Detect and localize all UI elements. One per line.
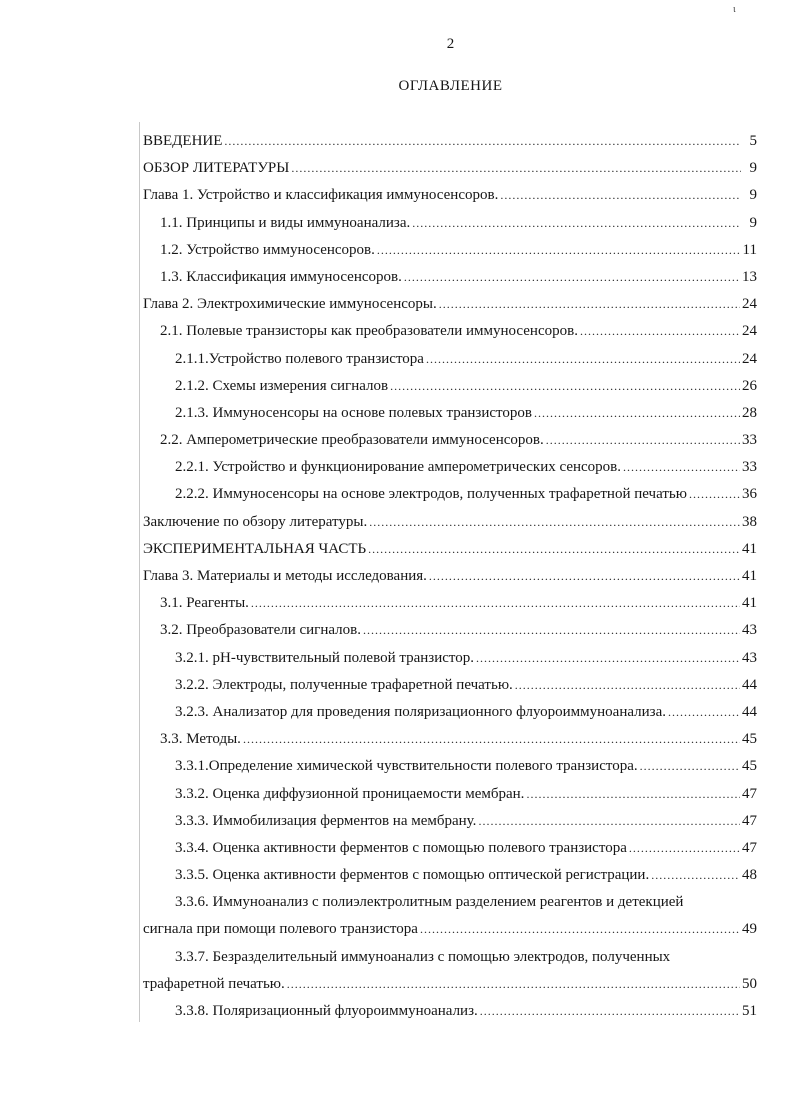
toc-entry-page: 41 <box>742 595 757 612</box>
toc-dot-leader <box>476 645 740 672</box>
toc-entry-label: 3.2.2. Электроды, полученные трафаретной печатью. <box>175 676 513 693</box>
toc-dot-leader <box>377 237 741 264</box>
toc-dot-leader <box>224 128 741 155</box>
toc-entry-label: 2.2.1. Устройство и функционирование амперометрических сенсоров. <box>175 459 622 476</box>
toc-dot-leader <box>369 509 740 536</box>
toc-entry[interactable] <box>143 645 757 672</box>
toc-entry[interactable] <box>143 808 757 835</box>
toc-dot-leader <box>480 998 740 1025</box>
toc-entry-page: 9 <box>749 214 757 231</box>
toc-entry-page: 9 <box>749 160 757 177</box>
toc-entry[interactable] <box>143 128 757 155</box>
toc-entry-page: 36 <box>742 486 757 503</box>
toc-entry-wrapped[interactable] <box>143 889 757 943</box>
toc-entry-label: 3.3.5. Оценка активности ферментов с помощью оптической регистрации. <box>175 867 650 884</box>
toc-dot-leader <box>439 291 740 318</box>
toc-entry-label: Глава 2. Электрохимические иммуносенсоры. <box>143 296 437 313</box>
toc-entry[interactable] <box>143 509 757 536</box>
toc-entry-page: 47 <box>742 785 757 802</box>
toc-dot-leader <box>689 481 740 508</box>
toc-entry-page: 45 <box>742 731 757 748</box>
toc-entry-label: 3.2.1. pH-чувствительный полевой транзистор. <box>175 649 474 666</box>
scan-artifact: ι <box>733 4 736 15</box>
toc-entry-label: 1.3. Классификация иммуносенсоров. <box>160 268 402 285</box>
toc-entry-page: 47 <box>742 812 757 829</box>
toc-entry-page: 26 <box>742 377 757 394</box>
toc-entry-page: 24 <box>742 296 757 313</box>
toc-entry-page: 48 <box>742 867 757 884</box>
toc-entry-label: 1.1. Принципы и виды иммуноанализа. <box>160 214 411 231</box>
toc-entry-page: 44 <box>742 676 757 693</box>
toc-entry-label: 2.2.2. Иммуносенсоры на основе электродов, полученных трафаретной печатью <box>175 486 687 503</box>
toc-entry[interactable] <box>143 318 757 345</box>
toc-dot-leader <box>426 346 740 373</box>
toc-entry-label: Глава 1. Устройство и классификация иммуносенсоров. <box>143 187 499 204</box>
toc-entry-label: 2.1.2. Схемы измерения сигналов <box>175 377 389 394</box>
toc-entry[interactable] <box>143 617 757 644</box>
toc-entry-page: 49 <box>742 921 757 938</box>
toc-entry-label-continued: сигнала при помощи полевого транзистора <box>143 921 418 938</box>
page-number: 2 <box>446 36 455 52</box>
toc-dot-leader <box>629 835 740 862</box>
toc-dot-leader <box>534 400 740 427</box>
toc-entry-wrapped[interactable] <box>143 944 757 998</box>
toc-entry[interactable] <box>143 481 757 508</box>
toc-entry-label: 3.1. Реагенты. <box>160 595 249 612</box>
toc-entry-page: 33 <box>742 432 757 449</box>
toc-dot-leader <box>623 454 740 481</box>
toc-entry[interactable] <box>143 237 757 264</box>
toc-entry-page: 38 <box>742 513 757 530</box>
toc-entry-label: 3.3.8. Поляризационный флуороиммуноанализ. <box>175 1003 478 1020</box>
toc-entry-label: ОБЗОР ЛИТЕРАТУРЫ <box>143 160 290 177</box>
toc-entry-label: 3.3. Методы. <box>160 731 241 748</box>
toc-entry-label: ВВЕДЕНИЕ <box>143 133 223 149</box>
toc-entry[interactable] <box>143 291 757 318</box>
toc-entry-page: 11 <box>742 241 757 258</box>
toc-entry-page: 13 <box>742 268 757 285</box>
toc-dot-leader <box>580 318 740 345</box>
toc-entry[interactable] <box>143 726 757 753</box>
toc-entry[interactable] <box>143 590 757 617</box>
toc-entry-label: Заключение по обзору литературы. <box>143 513 368 530</box>
toc-entry[interactable] <box>143 373 757 400</box>
toc-entry-label: 3.2.3. Анализатор для проведения поляризационного флуороиммуноанализа. <box>175 703 666 720</box>
toc-entry[interactable] <box>143 427 757 454</box>
toc-entry-label: 3.3.2. Оценка диффузионной проницаемости мембран. <box>175 785 525 802</box>
toc-entry[interactable] <box>143 264 757 291</box>
toc-entry[interactable] <box>143 346 757 373</box>
toc-dot-leader <box>526 781 740 808</box>
toc-entry[interactable] <box>143 699 757 726</box>
toc-entry-page: 33 <box>742 459 757 476</box>
toc-entry-label: 3.3.3. Иммобилизация ферментов на мембрану. <box>175 812 477 829</box>
toc-entry-label: 3.3.7. Безразделительный иммуноанализ с помощью электродов, полученных <box>175 948 671 965</box>
toc-dot-leader <box>251 590 740 617</box>
toc-dot-leader <box>390 373 740 400</box>
toc-dot-leader <box>515 672 740 699</box>
toc-entry-label-continued: трафаретной печатью. <box>143 975 285 992</box>
toc-entry-page: 51 <box>742 1003 757 1020</box>
toc-entry-page: 9 <box>749 187 757 204</box>
toc-entry[interactable] <box>143 400 757 427</box>
toc-dot-leader <box>429 563 740 590</box>
toc-entry-label: 2.1. Полевые транзисторы как преобразователи иммуносенсоров. <box>160 323 578 340</box>
toc-entry[interactable] <box>143 753 757 780</box>
toc-entry-page: 28 <box>742 404 757 421</box>
toc-entry-page: 43 <box>742 622 757 639</box>
toc-entry-page: 43 <box>742 649 757 666</box>
toc-entry-label: ЭКСПЕРИМЕНТАЛЬНАЯ ЧАСТЬ <box>143 540 367 557</box>
table-of-contents <box>143 128 757 1025</box>
toc-entry-label: 3.3.1.Определение химической чувствительности полевого транзистора. <box>175 758 638 775</box>
toc-dot-leader <box>546 427 740 454</box>
toc-entry-label: Глава 3. Материалы и методы исследования. <box>143 568 427 584</box>
toc-dot-leader <box>287 971 740 998</box>
toc-entry[interactable] <box>143 563 757 590</box>
toc-dot-leader <box>291 155 741 182</box>
toc-entry[interactable] <box>143 454 757 481</box>
toc-entry-label: 3.3.4. Оценка активности ферментов с помощью полевого транзистора <box>175 839 627 856</box>
toc-entry-label: 3.2. Преобразователи сигналов. <box>160 622 361 639</box>
toc-dot-leader <box>420 916 740 943</box>
toc-entry-label: 2.1.1.Устройство полевого транзистора <box>175 350 424 367</box>
toc-entry-page: 24 <box>742 323 757 340</box>
toc-dot-leader <box>243 726 740 753</box>
toc-entry[interactable] <box>143 182 757 209</box>
toc-dot-leader <box>363 617 740 644</box>
toc-entry-label: 1.2. Устройство иммуносенсоров. <box>160 241 375 258</box>
toc-entry[interactable] <box>143 835 757 862</box>
toc-entry-page: 5 <box>749 133 757 149</box>
toc-entry-label: 2.2. Амперометрические преобразователи иммуносенсоров. <box>160 432 544 449</box>
toc-entry-page: 45 <box>742 758 757 775</box>
toc-dot-leader <box>668 699 740 726</box>
page-title: ОГЛАВЛЕНИЕ <box>398 78 503 94</box>
toc-dot-leader <box>651 862 740 889</box>
toc-dot-leader <box>500 182 741 209</box>
toc-dot-leader <box>478 808 740 835</box>
toc-entry-page: 44 <box>742 703 757 720</box>
toc-entry[interactable] <box>143 781 757 808</box>
toc-dot-leader <box>404 264 740 291</box>
toc-entry-page: 47 <box>742 839 757 856</box>
toc-dot-leader <box>640 753 740 780</box>
toc-entry[interactable] <box>143 536 757 563</box>
toc-entry[interactable] <box>143 998 757 1025</box>
toc-entry-page: 24 <box>742 350 757 367</box>
toc-entry[interactable] <box>143 210 757 237</box>
toc-dot-leader <box>368 536 740 563</box>
toc-entry[interactable] <box>143 155 757 182</box>
toc-entry-page: 41 <box>742 568 757 584</box>
toc-entry[interactable] <box>143 672 757 699</box>
toc-entry-page: 50 <box>742 975 757 992</box>
toc-dot-leader <box>412 210 741 237</box>
toc-entry-label: 3.3.6. Иммуноанализ с полиэлектролитным разделением реагентов и детекцией <box>175 894 684 911</box>
toc-entry-page: 41 <box>742 540 757 557</box>
toc-entry-label: 2.1.3. Иммуносенсоры на основе полевых транзисторов <box>175 404 532 421</box>
toc-entry[interactable] <box>143 862 757 889</box>
